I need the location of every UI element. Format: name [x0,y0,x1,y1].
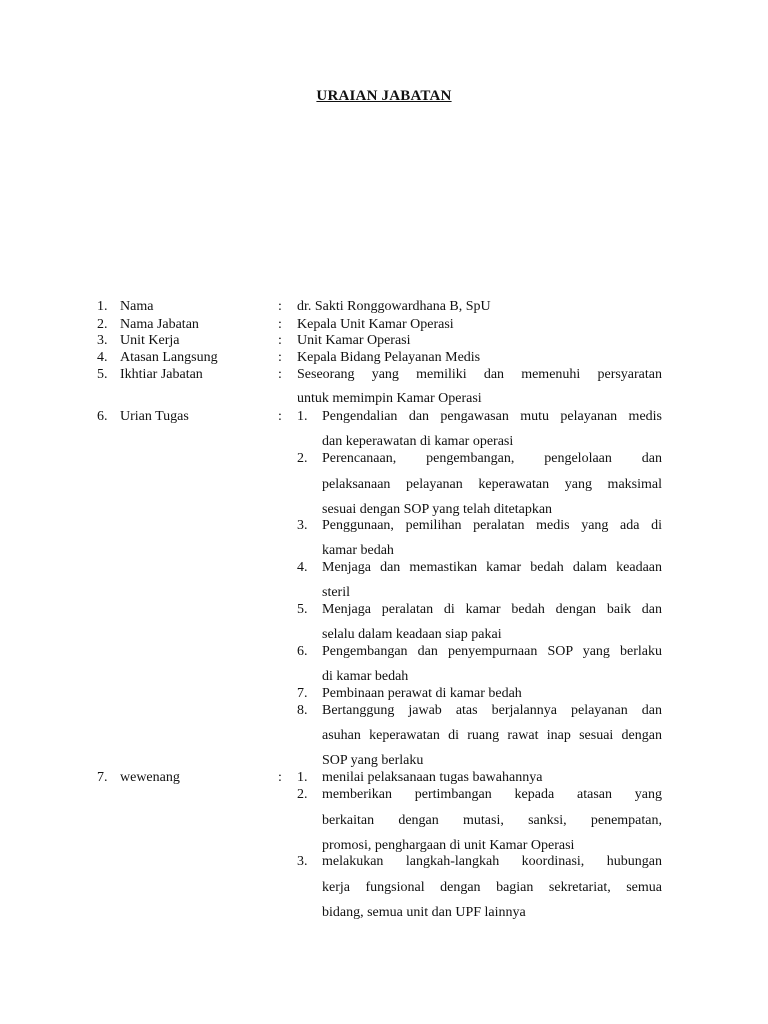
list-item-line: promosi, penghargaan di unit Kamar Operasi [322,838,575,853]
field-number: 4. [97,350,108,365]
field-label-unit-kerja: Unit Kerja [120,333,180,348]
list-item-line: Menjaga dan memastikan kamar bedah dalam keadaan [322,560,662,575]
field-number: 2. [97,317,108,332]
list-item-line: kerja fungsional dengan bagian sekretariat, semua [322,880,662,895]
list-item-line: kamar bedah [322,543,394,558]
field-value-unit-kerja: Unit Kamar Operasi [297,333,411,348]
field-colon: : [278,770,282,785]
section-label-wewenang: wewenang [120,770,180,785]
field-colon: : [278,409,282,424]
field-value-nama-jabatan: Kepala Unit Kamar Operasi [297,317,454,332]
list-item-line: Pembinaan perawat di kamar bedah [322,686,522,701]
list-item-number: 7. [297,686,308,701]
field-value-ikhtiar-line: untuk memimpin Kamar Operasi [297,391,482,406]
field-label-ikhtiar-jabatan: Ikhtiar Jabatan [120,367,203,382]
list-item-number: 3. [297,854,308,869]
list-item-line: pelaksanaan pelayanan keperawatan yang maksimal [322,477,662,492]
field-label-nama-jabatan: Nama Jabatan [120,317,199,332]
list-item-number: 6. [297,644,308,659]
list-item-number: 4. [297,560,308,575]
list-item-number: 8. [297,703,308,718]
list-item-number: 2. [297,787,308,802]
list-item-line: di kamar bedah [322,669,409,684]
list-item-line: selalu dalam keadaan siap pakai [322,627,502,642]
field-colon: : [278,317,282,332]
list-item-line: Pengembangan dan penyempurnaan SOP yang berlaku [322,644,662,659]
field-number: 1. [97,299,108,314]
list-item-number: 1. [297,770,308,785]
field-colon: : [278,350,282,365]
list-item-number: 1. [297,409,308,424]
list-item-line: berkaitan dengan mutasi, sanksi, penempatan, [322,813,662,828]
field-label-nama: Nama [120,299,154,314]
list-item-line: steril [322,585,350,600]
list-item-number: 2. [297,451,308,466]
field-colon: : [278,333,282,348]
list-item-number: 5. [297,602,308,617]
list-item-line: dan keperawatan di kamar operasi [322,434,514,449]
list-item-line: menilai pelaksanaan tugas bawahannya [322,770,543,785]
field-number: 5. [97,367,108,382]
list-item-line: SOP yang berlaku [322,753,424,768]
list-item-line: sesuai dengan SOP yang telah ditetapkan [322,502,553,517]
field-number: 3. [97,333,108,348]
list-item-line: Bertanggung jawab atas berjalannya pelayanan dan [322,703,662,718]
section-label-urian-tugas: Urian Tugas [120,409,189,424]
field-value-nama: dr. Sakti Ronggowardhana B, SpU [297,299,491,314]
field-label-atasan-langsung: Atasan Langsung [120,350,218,365]
list-item-number: 3. [297,518,308,533]
section-number: 7. [97,770,108,785]
list-item-line: melakukan langkah-langkah koordinasi, hubungan [322,854,662,869]
list-item-line: Menjaga peralatan di kamar bedah dengan baik dan [322,602,662,617]
list-item-line: memberikan pertimbangan kepada atasan yang [322,787,662,802]
section-number: 6. [97,409,108,424]
list-item-line: Pengendalian dan pengawasan mutu pelayanan medis [322,409,662,424]
field-value-ikhtiar-line: Seseorang yang memiliki dan memenuhi persyaratan [297,367,662,382]
field-colon: : [278,299,282,314]
field-value-atasan-langsung: Kepala Bidang Pelayanan Medis [297,350,481,365]
list-item-line: asuhan keperawatan di ruang rawat inap sesuai dengan [322,728,662,743]
document-title: URAIAN JABATAN [316,88,452,104]
list-item-line: bidang, semua unit dan UPF lainnya [322,905,526,920]
list-item-line: Penggunaan, pemilihan peralatan medis yang ada di [322,518,662,533]
field-colon: : [278,367,282,382]
list-item-line: Perencanaan, pengembangan, pengelolaan dan [322,451,662,466]
